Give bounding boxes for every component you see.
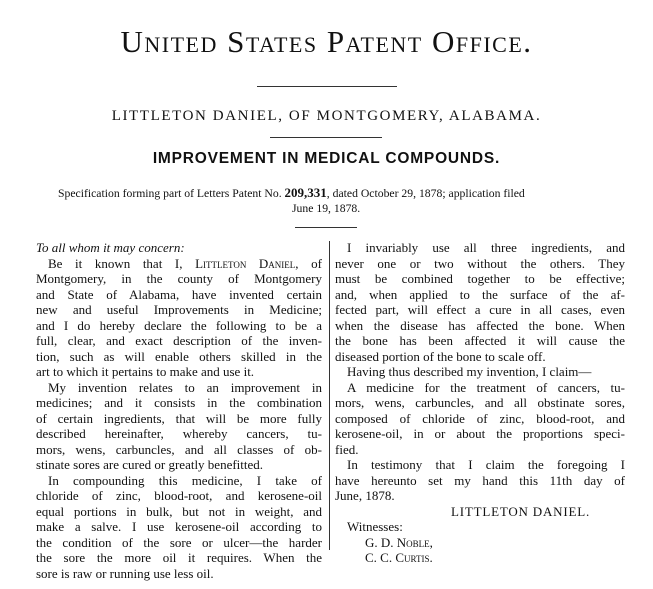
witness-name: G. D. Noble,: [365, 534, 433, 550]
spec-line-2: June 19, 1878.: [292, 202, 361, 215]
text-line: chloride of zinc, blood-root, and kerosene-oil: [36, 488, 322, 503]
testimony-line: June, 1878.: [335, 488, 395, 503]
claim-line: mors, wens, carbuncles, and all obstinate sores,: [335, 395, 625, 410]
text-line: new and useful Improvements in Medicine;: [36, 302, 322, 317]
claim-line: A medicine for the treatment of cancers, tu-: [347, 379, 625, 395]
text-line: In compounding this medicine, I take of: [48, 472, 322, 488]
text-line: must be combined together to be effective;: [335, 271, 625, 286]
invention-title: IMPROVEMENT IN MEDICAL COMPOUNDS.: [152, 150, 501, 167]
text-line: sore is raw or running use less oil.: [36, 565, 214, 581]
text-line: equal portions in bulk, but not in weight, and: [36, 503, 322, 519]
text-line: described hereinafter, whereby cancers, tu-: [36, 426, 322, 441]
claim-line: kerosene-oil, in or about the proportions speci-: [335, 426, 625, 441]
left-column: [36, 240, 322, 581]
text-line: [36, 256, 322, 272]
claim-line: composed of chloride of zinc, blood-root, and: [335, 410, 625, 426]
text-line: of certain ingredients, that will be more fully: [36, 410, 322, 426]
divider-rule: [257, 86, 397, 87]
text-line: full, clear, and exact description of the inven-: [36, 333, 322, 348]
text-line: mors, wens, carbuncles, and all classes of ob-: [36, 441, 322, 457]
right-column: [335, 240, 625, 566]
claim-line: fied.: [335, 441, 359, 457]
text-line: and State of Alabama, have invented certain: [36, 286, 322, 302]
inventor-name: Littleton Daniel: [195, 255, 296, 271]
text-fragment: Be it known that I,: [48, 255, 196, 271]
witness-name: C. C. Curtis.: [365, 550, 433, 565]
text-line: the bone has been affected it will cause the: [335, 333, 625, 348]
text-line: and I do hereby declare the following to be a: [36, 317, 322, 333]
text-line: I invariably use all three ingredients, and: [347, 240, 625, 255]
text-fragment: , of: [295, 255, 322, 271]
testimony-line: have hereunto set my hand this 11th day of: [335, 472, 625, 488]
text-line: My invention relates to an improvement in: [48, 379, 322, 395]
greeting: To all whom it may concern:: [36, 240, 185, 255]
claim-intro: Having thus described my invention, I claim—: [347, 364, 592, 379]
witnesses-label: Witnesses:: [347, 519, 403, 534]
spec-text: , dated October 29, 1878; application filed: [326, 187, 525, 200]
divider-rule: [270, 137, 382, 138]
text-line: never one or two without the others. They: [335, 255, 625, 271]
inventor-line: LITTLETON DANIEL, OF MONTGOMERY, ALABAMA.: [111, 108, 542, 124]
text-line: when the disease has affected the bone. When: [335, 317, 625, 333]
specification-line: [58, 185, 603, 216]
text-line: art to which it pertains to make and use it.: [36, 364, 255, 379]
spec-text: Specification forming part of Letters Patent No.: [58, 187, 285, 200]
column-divider: [329, 241, 330, 550]
text-line: medicines; and it consists in the combination: [36, 395, 322, 410]
text-line: and, when applied to the surface of the af-: [335, 286, 625, 302]
text-line: Montgomery, in the county of Montgomery: [36, 271, 322, 286]
testimony-line: In testimony that I claim the foregoing I: [347, 457, 625, 472]
signature: LITTLETON DANIEL.: [451, 503, 590, 519]
text-line: diseased portion of the bone to scale off.: [335, 348, 546, 364]
text-line: tion, such as will enable others skilled in the: [36, 348, 322, 364]
divider-rule: [295, 227, 357, 228]
text-line: the sore the more oil it requires. When the: [36, 550, 322, 565]
text-line: fected part, will effect a cure in all cases, even: [335, 302, 625, 317]
patent-number: 209,331: [284, 185, 327, 200]
office-title: United States Patent Office.: [120, 24, 533, 59]
text-line: the condition of the sore or ulcer—the harder: [36, 534, 322, 550]
text-line: stinate sores are cured or greatly benefitted.: [36, 457, 264, 472]
spec-line-1: [58, 185, 603, 201]
text-line: make a salve. I use kerosene-oil according to: [36, 519, 322, 534]
